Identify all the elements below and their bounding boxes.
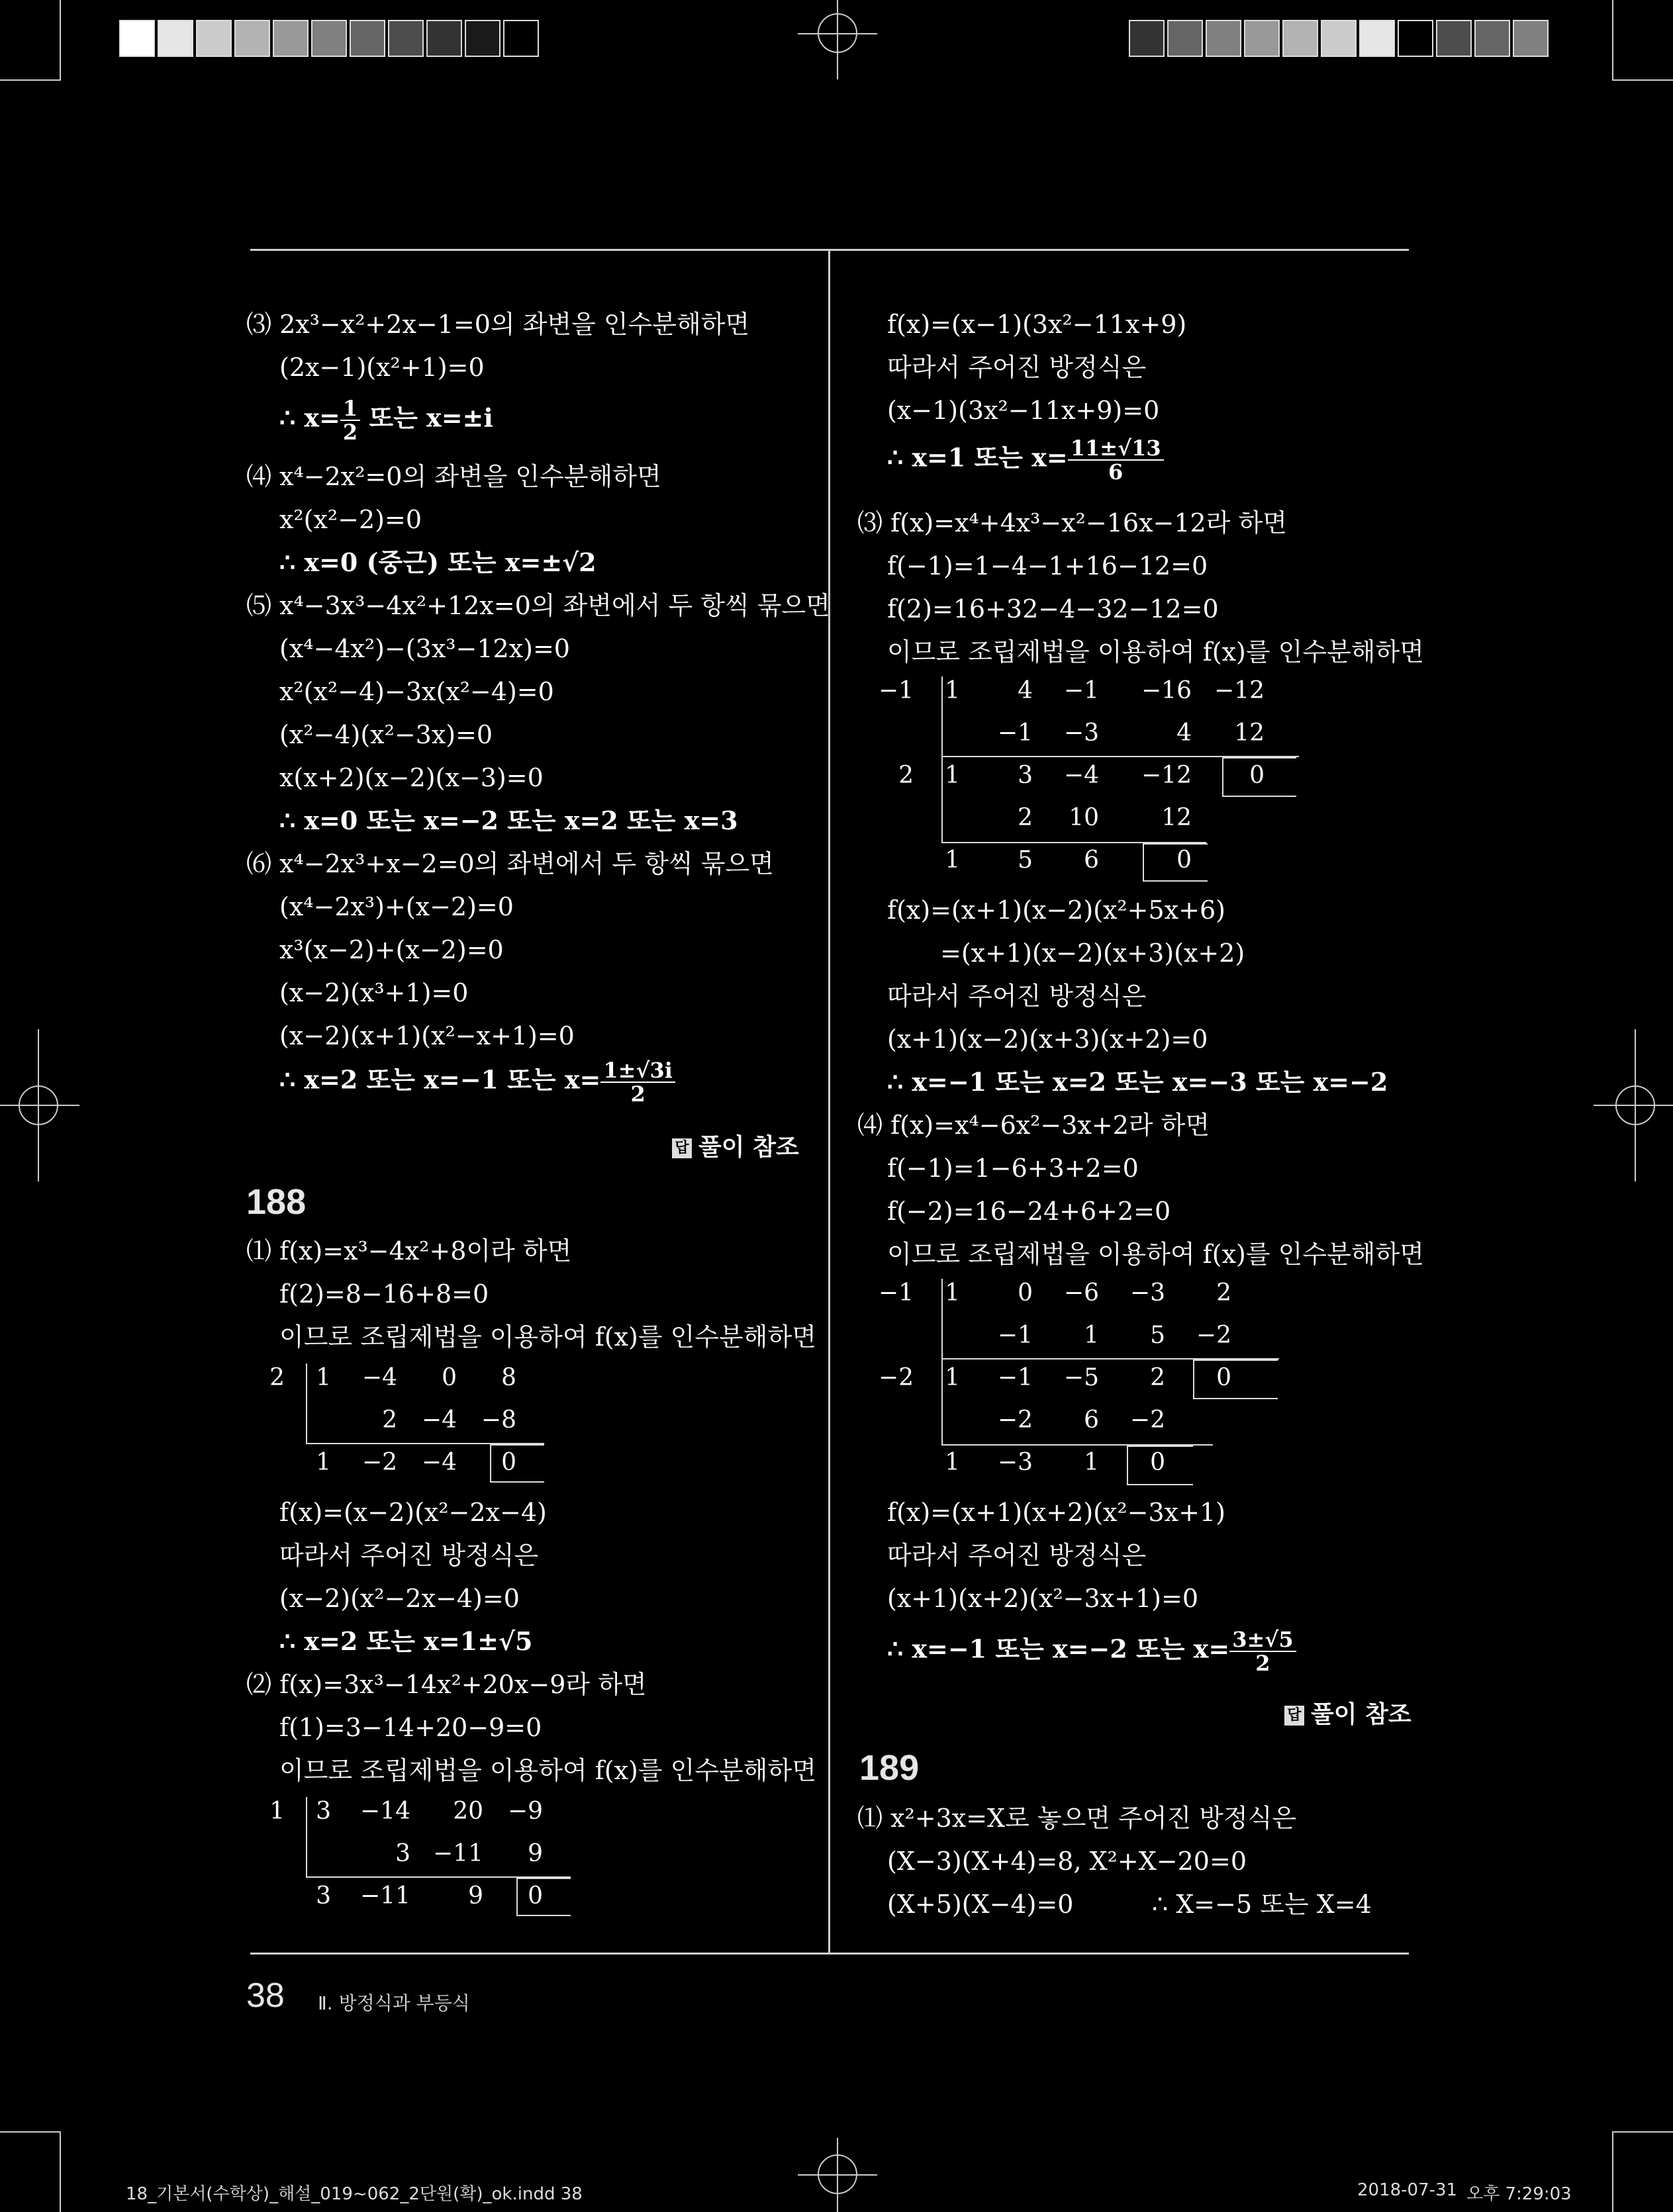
p4-l1: x²(x²−2)=0 <box>279 505 422 534</box>
rp4-l5: 따라서 주어진 방정식은 <box>887 1541 1147 1570</box>
cell: 0 <box>528 1882 543 1910</box>
c1: f(x)=(x−1)(3x²−11x+9) <box>887 310 1187 339</box>
crop-mark <box>1612 79 1673 81</box>
answer-reference: 답 풀이 참조 <box>672 1129 799 1162</box>
crop-mark <box>798 2174 877 2176</box>
divisor: 2 <box>898 762 914 789</box>
cell: −3 <box>1063 719 1099 747</box>
ans-prefix: ∴ x=−1 또는 x=−2 또는 x= <box>887 1634 1230 1664</box>
rp3-l5: =(x+1)(x−2)(x+3)(x+2) <box>940 939 1245 968</box>
cell: 1 <box>945 1449 960 1476</box>
cell: −12 <box>1141 762 1192 789</box>
rp4-l6: (x+1)(x+2)(x²−3x+1)=0 <box>887 1584 1198 1613</box>
rp3-l7: (x+1)(x−2)(x+3)(x+2)=0 <box>887 1025 1208 1054</box>
cell: −1 <box>997 719 1033 747</box>
cell: −5 <box>1063 1364 1099 1391</box>
cell: 20 <box>453 1798 483 1825</box>
rp3-l1: f(−1)=1−4−1+16−12=0 <box>887 551 1208 580</box>
q188-p2-l1: f(1)=3−14+20−9=0 <box>279 1713 542 1742</box>
fraction: $\frac{3\pm√5}{2}$ <box>1229 1628 1296 1675</box>
cell: 1 <box>316 1449 331 1476</box>
rp4-l2: f(−2)=16−24+6+2=0 <box>887 1197 1171 1226</box>
cell: −11 <box>360 1882 410 1910</box>
cell: 1 <box>316 1364 331 1391</box>
cell: 3 <box>1018 762 1033 789</box>
swatch <box>234 20 270 57</box>
cell: −4 <box>421 1449 457 1476</box>
print-time: 오후 7:29:03 <box>1466 2184 1572 2204</box>
chapter-title: Ⅱ. 방정식과 부등식 <box>318 1992 470 2014</box>
crop-mark <box>1612 2131 1673 2133</box>
p6-l2: x³(x−2)+(x−2)=0 <box>279 935 504 964</box>
q189-l2b: ∴ X=−5 또는 X=4 <box>1152 1890 1372 1919</box>
cell: −2 <box>1129 1406 1165 1434</box>
cell: −3 <box>1129 1279 1165 1307</box>
rp4-l3: 이므로 조립제법을 이용하여 f(x)를 인수분해하면 <box>887 1240 1424 1269</box>
swatch <box>1474 20 1510 57</box>
q188-p1-head: ⑴ f(x)=x³−4x²+8이라 하면 <box>246 1236 572 1266</box>
cell: 0 <box>1176 847 1192 874</box>
swatch <box>465 20 501 57</box>
cell: 1 <box>945 847 960 874</box>
q189-l1: (X−3)(X+4)=8, X²+X−20=0 <box>887 1847 1247 1876</box>
cell: −11 <box>433 1840 483 1867</box>
p4-head: ⑷ x⁴−2x²=0의 좌변을 인수분해하면 <box>246 462 661 491</box>
fraction: $\frac{1\pm√3i}{2}$ <box>600 1059 675 1105</box>
cell: 4 <box>1176 719 1192 747</box>
divisor: 1 <box>269 1798 285 1825</box>
swatch <box>350 20 385 57</box>
page-number: 38 <box>246 1976 285 2015</box>
cell: −1 <box>1063 677 1099 704</box>
cell: 2 <box>382 1406 397 1434</box>
cell: −2 <box>997 1406 1033 1434</box>
q188-p1-l4: 따라서 주어진 방정식은 <box>279 1541 539 1570</box>
cell: −14 <box>360 1798 410 1825</box>
q189-l2: (X+5)(X−4)=0 <box>887 1890 1074 1919</box>
swatch <box>388 20 424 57</box>
ans-prefix: ∴ x=2 또는 x=−1 또는 x= <box>279 1064 601 1095</box>
crop-mark <box>1612 2131 1613 2212</box>
cell: −2 <box>361 1449 397 1476</box>
p6-l3: (x−2)(x³+1)=0 <box>279 978 469 1007</box>
p5-head: ⑸ x⁴−3x³−4x²+12x=0의 좌변에서 두 항씩 묶으면 <box>246 591 830 620</box>
file-info: 18_기본서(수학상)_해설_019~062_2단원(확)_ok.indd 38 <box>126 2184 583 2204</box>
cell: 0 <box>1249 762 1265 789</box>
p6-l1: (x⁴−2x³)+(x−2)=0 <box>279 892 514 921</box>
cell: −3 <box>997 1449 1033 1476</box>
cell: 3 <box>316 1882 331 1910</box>
rp3-l3: 이므로 조립제법을 이용하여 f(x)를 인수분해하면 <box>887 637 1424 667</box>
cell: 1 <box>1084 1322 1099 1349</box>
fraction: $\frac{11\pm√13}{6}$ <box>1068 437 1164 483</box>
cell: 1 <box>1084 1449 1099 1476</box>
color-bar-right <box>1129 20 1554 57</box>
q188-p2-l2: 이므로 조립제법을 이용하여 f(x)를 인수분해하면 <box>279 1756 816 1785</box>
swatch <box>311 20 347 57</box>
rp4-l1: f(−1)=1−6+3+2=0 <box>887 1154 1139 1183</box>
swatch <box>119 20 155 57</box>
column-divider <box>828 251 830 1953</box>
crop-mark <box>1594 1105 1673 1106</box>
swatch <box>1244 20 1280 57</box>
cell: −16 <box>1141 677 1192 704</box>
cell: 2 <box>1018 804 1033 831</box>
crop-mark <box>837 0 838 79</box>
rp3-l2: f(2)=16+32−4−32−12=0 <box>887 594 1219 623</box>
color-bar-left <box>119 20 544 57</box>
cell: 9 <box>468 1882 483 1910</box>
p3-answer <box>279 397 493 443</box>
cell: −12 <box>1214 677 1265 704</box>
cell: 5 <box>1018 847 1033 874</box>
divisor: 2 <box>269 1364 285 1391</box>
answer-icon: 답 <box>672 1138 692 1158</box>
cell: 12 <box>1161 804 1192 831</box>
ans-prefix: ∴ x= <box>279 402 340 433</box>
cell: 0 <box>442 1364 457 1391</box>
q188-p2-head: ⑵ f(x)=3x³−14x²+20x−9라 하면 <box>246 1670 647 1699</box>
cell: −4 <box>1063 762 1099 789</box>
p6-head: ⑹ x⁴−2x³+x−2=0의 좌변에서 두 항씩 묶으면 <box>246 849 774 878</box>
cell: −6 <box>1063 1279 1099 1307</box>
p4-answer: ∴ x=0 (중근) 또는 x=±√2 <box>279 547 597 577</box>
swatch <box>1129 20 1165 57</box>
p6-l4: (x−2)(x+1)(x²−x+1)=0 <box>279 1021 575 1050</box>
ans-prefix: ∴ x=1 또는 x= <box>887 442 1068 473</box>
cell: 3 <box>316 1798 331 1825</box>
q188-p1-answer: ∴ x=2 또는 x=1±√5 <box>279 1626 533 1656</box>
c2: 따라서 주어진 방정식은 <box>887 353 1147 382</box>
swatch <box>1167 20 1203 57</box>
crop-mark <box>0 79 61 81</box>
p3-head: ⑶ 2x³−x²+2x−1=0의 좌변을 인수분해하면 <box>246 310 750 339</box>
swatch <box>1359 20 1395 57</box>
p5-l2: x²(x²−4)−3x(x²−4)=0 <box>279 677 554 706</box>
swatch <box>503 20 539 57</box>
swatch <box>1282 20 1318 57</box>
synthetic-division <box>878 1279 1284 1497</box>
rp3-l6: 따라서 주어진 방정식은 <box>887 982 1147 1011</box>
cell: 0 <box>501 1449 516 1476</box>
c-answer <box>887 437 1164 483</box>
q188-p1-l1: f(2)=8−16+8=0 <box>279 1279 489 1309</box>
fraction: $\frac{1}{2}$ <box>340 397 360 443</box>
synthetic-division <box>265 1797 596 1929</box>
cell: 8 <box>501 1364 516 1391</box>
cell: 1 <box>945 1364 960 1391</box>
swatch <box>273 20 309 57</box>
swatch <box>1321 20 1357 57</box>
rp4-answer <box>887 1628 1296 1675</box>
q188-p1-l5: (x−2)(x²−2x−4)=0 <box>279 1584 520 1613</box>
p5-l4: x(x+2)(x−2)(x−3)=0 <box>279 763 544 792</box>
print-date: 2018-07-31 <box>1357 2180 1458 2200</box>
q188-p1-l3: f(x)=(x−2)(x²−2x−4) <box>279 1498 547 1527</box>
cell: −1 <box>997 1364 1033 1391</box>
cell: 1 <box>945 677 960 704</box>
cell: −4 <box>421 1406 457 1434</box>
rp3-answer: ∴ x=−1 또는 x=2 또는 x=−3 또는 x=−2 <box>887 1067 1388 1097</box>
bottom-rule <box>250 1953 1409 1955</box>
swatch <box>1206 20 1241 57</box>
crop-mark <box>60 2131 61 2212</box>
cell: 1 <box>945 762 960 789</box>
cell: −9 <box>507 1798 543 1825</box>
rp4-l4: f(x)=(x+1)(x+2)(x²−3x+1) <box>887 1498 1225 1527</box>
question-number-188: 188 <box>246 1182 307 1222</box>
rp3-l4: f(x)=(x+1)(x−2)(x²+5x+6) <box>887 896 1225 925</box>
synthetic-division <box>265 1363 569 1496</box>
cell: −2 <box>1196 1322 1231 1349</box>
rp4-head: ⑷ f(x)=x⁴−6x²−3x+2라 하면 <box>857 1111 1210 1140</box>
crop-mark <box>60 0 61 79</box>
cell: 2 <box>1216 1279 1231 1307</box>
cell: 10 <box>1069 804 1099 831</box>
cell: 3 <box>395 1840 410 1867</box>
q188-p1-l2: 이므로 조립제법을 이용하여 f(x)를 인수분해하면 <box>279 1322 816 1352</box>
cell: 12 <box>1234 719 1265 747</box>
crop-mark <box>1612 0 1613 79</box>
p5-answer: ∴ x=0 또는 x=−2 또는 x=2 또는 x=3 <box>279 806 738 835</box>
divisor: −1 <box>878 1279 914 1307</box>
answer-reference: 답 풀이 참조 <box>1284 1696 1411 1729</box>
p5-l1: (x⁴−4x²)−(3x³−12x)=0 <box>279 634 570 663</box>
synthetic-division <box>878 676 1311 895</box>
crop-mark <box>0 2131 61 2133</box>
swatch <box>1513 20 1549 57</box>
swatch <box>426 20 462 57</box>
crop-mark <box>798 33 877 34</box>
cell: 1 <box>945 1279 960 1307</box>
p6-answer <box>279 1059 675 1105</box>
swatch <box>1398 20 1433 57</box>
cell: 9 <box>528 1840 543 1867</box>
divisor: −2 <box>878 1364 914 1391</box>
question-number-189: 189 <box>859 1748 920 1788</box>
cell: 5 <box>1150 1322 1165 1349</box>
swatch <box>1436 20 1472 57</box>
cell: 0 <box>1150 1449 1165 1476</box>
cell: 0 <box>1216 1364 1231 1391</box>
rp3-head: ⑶ f(x)=x⁴+4x³−x²−16x−12라 하면 <box>857 508 1287 537</box>
p5-l3: (x²−4)(x²−3x)=0 <box>279 720 493 749</box>
cell: 6 <box>1084 1406 1099 1434</box>
c3: (x−1)(3x²−11x+9)=0 <box>887 396 1160 425</box>
cell: 0 <box>1018 1279 1033 1307</box>
cell: 4 <box>1018 677 1033 704</box>
crop-mark <box>0 1105 79 1106</box>
cell: −1 <box>997 1322 1033 1349</box>
q189-head: ⑴ x²+3x=X로 놓으면 주어진 방정식은 <box>857 1804 1297 1833</box>
cell: 6 <box>1084 847 1099 874</box>
cell: 2 <box>1150 1364 1165 1391</box>
ans-suffix: 또는 x=±i <box>360 402 493 433</box>
cell: −4 <box>361 1364 397 1391</box>
swatch <box>158 20 193 57</box>
answer-icon: 답 <box>1284 1706 1304 1726</box>
cell: −8 <box>481 1406 516 1434</box>
p3-l1: (2x−1)(x²+1)=0 <box>279 353 485 382</box>
divisor: −1 <box>878 677 914 704</box>
swatch <box>196 20 232 57</box>
